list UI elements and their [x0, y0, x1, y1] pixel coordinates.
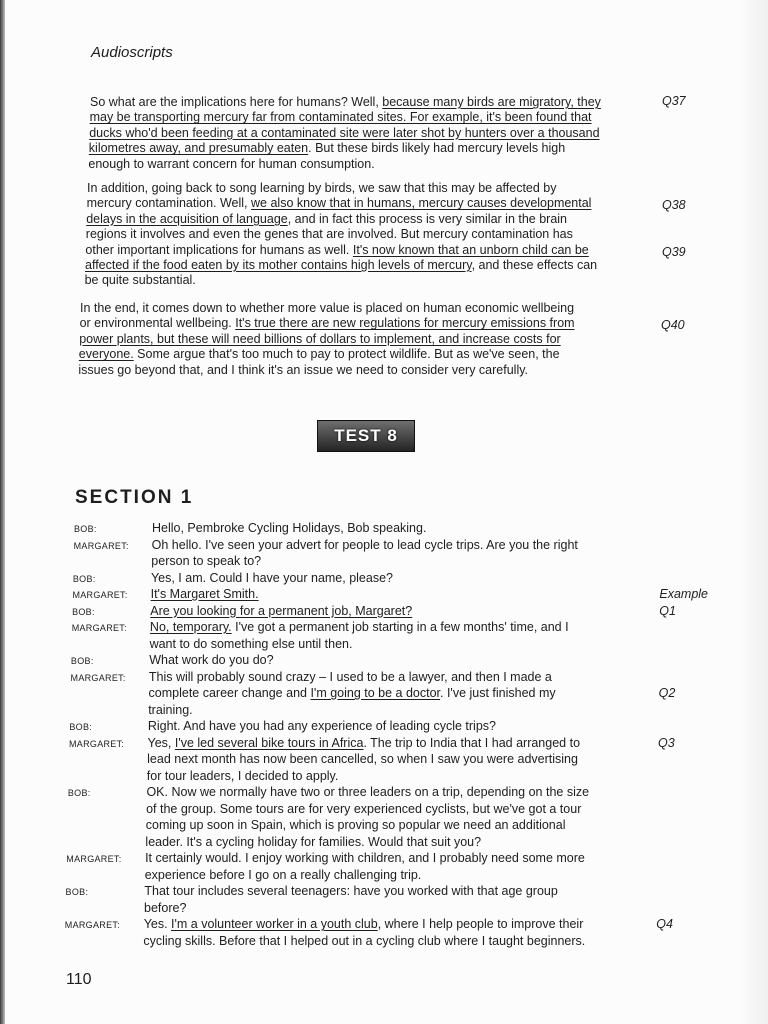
speaker-label: MARGARET:	[70, 672, 126, 683]
text-run: lead next month has now been cancelled, so when I saw you were advertising	[147, 752, 578, 766]
dialogue-line	[150, 604, 412, 618]
paragraph-line	[89, 141, 565, 155]
paragraph-line	[87, 196, 592, 210]
text-run: What work do you do?	[149, 653, 274, 667]
question-marker: Q40	[661, 318, 685, 332]
question-marker: Q3	[658, 735, 675, 750]
paragraph-line	[80, 301, 574, 315]
text-run: . I've just finished my	[440, 686, 556, 700]
text-run: cycling skills. Before that I helped out in a cycling club where I taught beginners.	[143, 933, 586, 948]
running-header: Audioscripts	[91, 44, 173, 61]
paragraph-line	[88, 157, 374, 171]
dialogue-line	[146, 802, 581, 816]
text-run: This will probably sound crazy – I used to be a lawyer, and then I made a	[148, 669, 552, 684]
text-run: OK. Now we normally have two or three leaders on a trip, depending on the size	[146, 785, 590, 799]
text-run: Yes.	[143, 917, 172, 931]
section-title: SECTION 1	[75, 487, 194, 508]
dialogue-line	[152, 538, 578, 552]
speaker-label: MARGARET:	[64, 920, 120, 930]
text-run: coming up soon in Spain, which is proving so popular we need an additional	[145, 818, 566, 832]
speaker-label: BOB:	[65, 887, 89, 897]
answer-underline-text: I've led several bike tours in Africa	[174, 735, 364, 750]
answer-underline-text: we also know that in humans, mercury causes developmental	[251, 196, 592, 211]
text-run: before?	[144, 900, 187, 915]
question-marker: Q1	[659, 603, 676, 618]
text-run: . The trip to India that I had arranged to	[363, 735, 581, 750]
dialogue-line	[150, 620, 569, 634]
paragraph-line	[90, 110, 592, 124]
text-run: issues go beyond that, and I think it's an issue we need to consider very carefully.	[78, 362, 529, 377]
paragraph-line	[89, 126, 599, 140]
paragraph-line	[79, 347, 560, 361]
paragraph-line	[87, 181, 557, 195]
answer-underline-text: everyone.	[78, 347, 134, 362]
dialogue-line	[147, 752, 578, 766]
speaker-label: BOB:	[74, 524, 97, 534]
test-badge-label: TEST 8	[334, 426, 398, 445]
text-run: for tour leaders, I decided to apply.	[146, 768, 339, 783]
speaker-label: MARGARET:	[73, 540, 129, 551]
paragraph-line	[85, 243, 588, 257]
dialogue-line	[146, 785, 589, 799]
text-run: That tour includes several teenagers: have you worked with that age group	[144, 884, 558, 898]
text-run: , and in fact this process is very similar in the brain	[287, 211, 568, 226]
text-run: Hello, Pembroke Cycling Holidays, Bob speaking.	[152, 521, 427, 535]
paragraph-line	[90, 95, 601, 109]
dialogue-line	[143, 934, 585, 948]
text-run: training.	[148, 702, 193, 717]
dialogue-line	[149, 670, 552, 684]
answer-underline-text: It's Margaret Smith.	[150, 587, 259, 601]
dialogue-line	[145, 868, 422, 882]
dialogue-line	[150, 637, 353, 651]
text-run: complete career change and	[148, 686, 311, 700]
answer-underline-text: delays in the acquisition of language	[86, 211, 288, 226]
answer-underline-text: I'm a volunteer worker in a youth club	[171, 917, 378, 931]
text-run: , and these effects can	[471, 258, 598, 272]
test-badge	[317, 420, 415, 452]
dialogue-line	[151, 554, 261, 568]
dialogue-line	[144, 901, 186, 915]
dialogue-line	[149, 653, 273, 667]
text-run: , where I help people to improve their	[377, 917, 584, 931]
question-marker: Q37	[662, 94, 686, 108]
paragraph-line	[78, 363, 528, 377]
speaker-label: MARGARET:	[66, 854, 122, 864]
text-run: . But these birds likely had mercury levels high	[308, 141, 566, 156]
dialogue-line	[149, 686, 556, 700]
text-run: or environmental wellbeing.	[79, 316, 236, 331]
text-run: Yes,	[147, 735, 175, 750]
text-run: So what are the implications here for humans? Well,	[90, 95, 383, 109]
text-run: want to do something else until then.	[149, 636, 353, 651]
answer-underline-text: ducks who'd been feeding at a contaminated site were later shot by hunters over a thousand	[89, 125, 600, 140]
dialogue-line	[148, 736, 581, 750]
paragraph-line	[79, 332, 561, 346]
question-marker: Q38	[662, 198, 686, 212]
page-number: 110	[66, 971, 92, 988]
dialogue-line	[148, 703, 192, 717]
answer-underline-text: It's true there are new regulations for mercury emissions from	[235, 316, 575, 331]
speaker-label: BOB:	[69, 722, 93, 732]
speaker-label: BOB:	[67, 788, 91, 798]
answer-underline-text: No, temporary.	[149, 620, 232, 634]
page-edge-right	[738, 0, 768, 1024]
dialogue-line	[152, 521, 426, 535]
answer-underline-text: It's now known that an unborn child can be	[352, 242, 589, 257]
dialogue-line	[147, 769, 339, 783]
answer-underline-text: affected if the food eaten by its mother contains high levels of mercury	[85, 258, 472, 272]
text-run: mercury contamination. Well,	[86, 196, 252, 211]
speaker-label: BOB:	[72, 606, 95, 617]
answer-underline-text: may be transporting mercury far from contaminated sites. For example, it's been found that	[89, 110, 592, 125]
speaker-label: BOB:	[72, 573, 96, 584]
dialogue-line	[146, 818, 566, 832]
text-run: I've got a permanent job starting in a few months' time, and I	[231, 620, 569, 634]
dialogue-line	[148, 719, 496, 733]
text-run: In the end, it comes down to whether more value is placed on human economic wellbeing	[80, 301, 575, 315]
text-run: experience before I go on a really challenging trip.	[144, 867, 422, 882]
dialogue-line	[144, 884, 557, 898]
text-run: of the group. Some tours are for very experienced cyclists, but we've got a tour	[146, 801, 582, 816]
text-run: other important implications for humans as well.	[85, 242, 353, 257]
question-marker: Q39	[662, 245, 686, 259]
paragraph-line	[80, 316, 575, 330]
text-run: Oh hello. I've seen your advert for people to lead cycle trips. Are you the right	[151, 537, 578, 552]
text-run: regions it involves and even the genes that are involved. But mercury contamination has	[85, 227, 573, 242]
text-run: person to speak to?	[151, 554, 262, 568]
text-run: leader. It's a cycling holiday for families. Would that suit you?	[145, 834, 482, 849]
text-run: It certainly would. I enjoy working with children, and I probably need some more	[145, 851, 585, 865]
paragraph-line	[85, 273, 196, 287]
paragraph-line	[86, 212, 567, 226]
answer-underline-text: kilometres away, and presumably eaten	[88, 141, 309, 156]
speaker-label: MARGARET:	[72, 590, 128, 600]
dialogue-line	[151, 571, 393, 585]
answer-underline-text: I'm going to be a doctor	[310, 686, 441, 700]
answer-underline-text: Are you looking for a permanent job, Margaret?	[150, 603, 413, 618]
text-run: enough to warrant concern for human consumption.	[88, 156, 375, 171]
paragraph-line	[85, 258, 597, 272]
dialogue-line	[145, 835, 481, 849]
speaker-label: MARGARET:	[69, 738, 125, 749]
text-run: be quite substantial.	[84, 273, 196, 288]
dialogue-line	[144, 917, 584, 931]
question-marker: Q4	[656, 917, 673, 931]
answer-underline-text: power plants, but these will need billions of dollars to implement, and increase costs for	[79, 331, 561, 346]
text-run: Yes, I am. Could I have your name, please?	[150, 570, 393, 585]
page-edge-shadow	[0, 0, 5, 1024]
speaker-label: MARGARET:	[71, 623, 127, 633]
paragraph-line	[86, 227, 573, 241]
text-run: Right. And have you had any experience of leading cycle trips?	[147, 719, 496, 733]
text-run: Some argue that's too much to pay to protect wildlife. But as we've seen, the	[133, 347, 560, 362]
text-run: In addition, going back to song learning by birds, we saw that this may be affected by	[87, 181, 557, 195]
question-marker: Example	[659, 587, 709, 601]
dialogue-line	[145, 851, 585, 865]
question-marker: Q2	[658, 686, 676, 700]
answer-underline-text: because many birds are migratory, they	[382, 95, 601, 109]
dialogue-line	[151, 587, 259, 601]
speaker-label: BOB:	[70, 656, 94, 666]
